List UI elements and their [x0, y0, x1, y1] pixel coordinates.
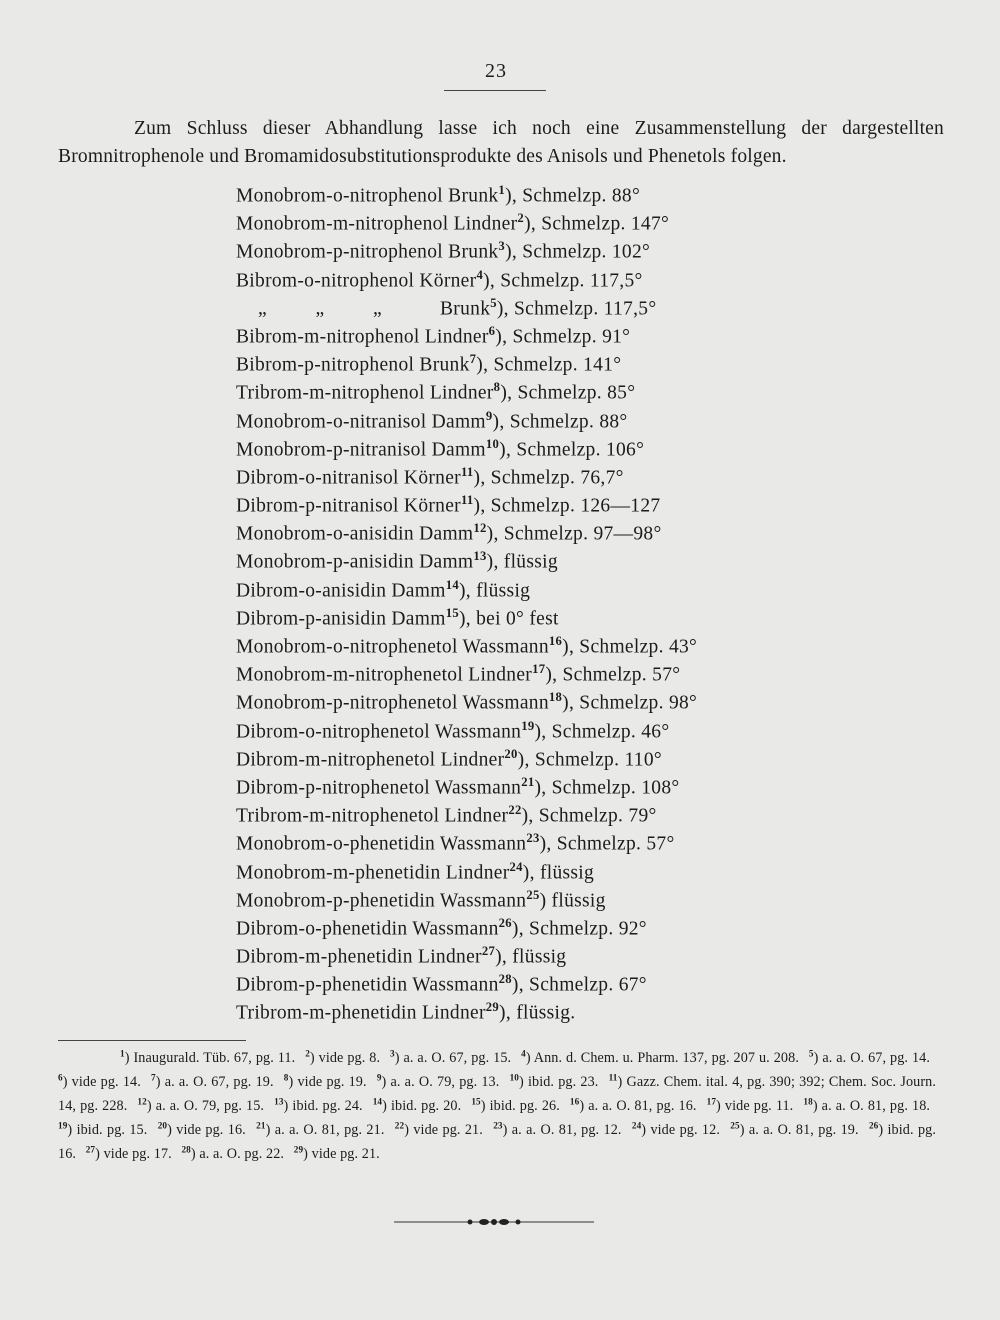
footnote-number: 1 — [120, 1048, 125, 1058]
compound-entry — [236, 402, 796, 430]
footnote-text: ) vide pg. 21. — [303, 1145, 380, 1162]
compound-entry — [236, 458, 796, 489]
compound-entry — [236, 993, 796, 1024]
footnote-number: 16 — [569, 1096, 580, 1107]
compound-name: Monobrom-p-nitrophenetol Wassmann — [236, 692, 549, 714]
footnote — [274, 1098, 363, 1114]
footnote-number: 2 — [305, 1048, 310, 1058]
footnote — [730, 1122, 858, 1138]
compound-name: Dibrom-p-phenetidin Wassmann — [236, 974, 499, 996]
compound-name: Dibrom-o-nitrophenetol Wassmann — [236, 721, 522, 743]
compound-entry — [236, 599, 796, 630]
footnote-number: 22 — [394, 1120, 405, 1131]
footnote-number: 18 — [803, 1096, 813, 1107]
compound-entry — [236, 712, 796, 743]
compound-name: Tribrom-m-nitrophenol Lindner — [236, 382, 494, 404]
footnote-number: 14 — [372, 1096, 383, 1107]
footnote-rule — [58, 1040, 246, 1041]
compound-entry — [236, 317, 796, 348]
footnote — [294, 1146, 380, 1162]
compound-name: Monobrom-m-nitrophenol Lindner — [236, 213, 518, 235]
footnote-number: 29 — [293, 1144, 304, 1155]
footnote — [137, 1098, 264, 1114]
footnote-text: ) a. a. O. 81, pg. 21. — [265, 1121, 385, 1138]
footnote-ref: 11 — [460, 493, 474, 508]
footnote-ref: 2 — [517, 211, 525, 226]
compound-entry — [236, 204, 796, 235]
compound-name: Monobrom-o-phenetidin Wassmann — [236, 833, 527, 855]
compound-entry — [236, 345, 796, 376]
footnote-text: ) a. a. O. 81, pg. 19. — [739, 1121, 859, 1138]
footnote-number: 3 — [390, 1048, 395, 1058]
compound-entry — [236, 740, 796, 771]
footnote-text: ) a. a. O. 81, pg. 12. — [502, 1121, 622, 1138]
compound-property: ), flüssig — [458, 580, 531, 602]
footnote-number: 10 — [509, 1072, 519, 1083]
footnote-ref: 7 — [469, 352, 477, 367]
compound-name: Bibrom-p-nitrophenol Brunk — [236, 354, 470, 376]
compound-name: Dibrom-o-phenetidin Wassmann — [236, 918, 499, 940]
compound-property: ), bei 0° fest — [458, 608, 559, 630]
intro-line-1: Zum Schluss dieser Abhandlung lasse ich noch eine Zusammenstellung der dargestellten — [134, 118, 944, 139]
compound-entry — [236, 965, 796, 996]
footnote — [707, 1098, 794, 1114]
footnote-ref: 17 — [532, 662, 546, 677]
compound-name: Monobrom-p-nitrophenol Brunk — [236, 241, 499, 263]
footnote — [284, 1074, 367, 1090]
compound-property: ), Schmelzp. 76,7° — [473, 467, 624, 489]
compound-entry — [236, 909, 796, 940]
compound-name: Monobrom-m-nitrophenetol Lindner — [236, 664, 533, 686]
footnote-text: ) a. a. O. 67, pg. 14. — [813, 1049, 931, 1066]
footnote — [510, 1074, 599, 1090]
footnote — [256, 1122, 384, 1138]
footnotes — [58, 1044, 936, 1164]
footnote-text: ) ibid. pg. 15. — [67, 1121, 148, 1138]
footnote-ref: 21 — [521, 774, 535, 789]
compound-property: ), flüssig. — [499, 1002, 576, 1024]
compound-property: ), Schmelzp. 106° — [499, 439, 645, 461]
compound-property: ), flüssig — [495, 946, 567, 968]
footnote-ref: 10 — [485, 436, 500, 451]
intro-line-2: Bromnitrophenole und Bromamidosubstitutionsprodukte des Anisols und Phenetols folgen. — [58, 146, 787, 167]
footnote-ref: 14 — [445, 577, 459, 592]
footnote — [120, 1050, 295, 1066]
compound-property: ), Schmelzp. 91° — [495, 326, 631, 348]
compound-entry — [236, 796, 796, 827]
compound-entry — [236, 768, 796, 799]
footnote — [521, 1050, 799, 1066]
footnote-number: 9 — [376, 1072, 382, 1083]
footnote — [181, 1146, 284, 1162]
footnote-number: 28 — [181, 1144, 191, 1155]
footnote-number: 13 — [274, 1096, 284, 1107]
compound-entry — [236, 289, 796, 320]
compound-name: Monobrom-p-nitranisol Damm — [236, 439, 486, 461]
compound-entry — [236, 514, 796, 545]
footnote-text: ) a. a. O. 67, pg. 15. — [394, 1049, 512, 1066]
footnote-ref: 12 — [473, 521, 487, 536]
compound-entry — [236, 430, 796, 461]
compound-entry — [236, 627, 796, 658]
footnote-text: ) a. a. O. 67, pg. 19. — [155, 1073, 274, 1090]
footnote-ref: 15 — [445, 605, 459, 620]
footnote-number: 7 — [151, 1072, 156, 1083]
footnote — [151, 1074, 274, 1090]
compound-entry — [236, 542, 796, 573]
footnote-number: 4 — [521, 1048, 526, 1058]
compound-property: ), Schmelzp. 98° — [562, 692, 698, 714]
compound-name: Monobrom-p-anisidin Damm — [236, 551, 474, 573]
footnote-text: ) ibid. pg. 24. — [283, 1097, 363, 1114]
compound-name: Brunk — [440, 298, 491, 320]
footnote-text: ) a. a. O. 81, pg. 16. — [579, 1097, 697, 1114]
compound-name: Dibrom-p-nitrophenetol Wassmann — [236, 777, 522, 799]
footnote-text: ) ibid. pg. 23. — [518, 1073, 599, 1090]
compound-property: ), Schmelzp. 88° — [505, 185, 641, 207]
footnote — [471, 1098, 560, 1114]
footnote — [58, 1122, 147, 1138]
footnote-ref: 25 — [526, 887, 540, 902]
footnote-ref: 9 — [485, 408, 493, 423]
compound-property: ), Schmelzp. 110° — [517, 749, 662, 771]
footnote-ref: 19 — [521, 718, 535, 733]
footnote-text: ) a. a. O. pg. 22. — [190, 1145, 285, 1162]
page-number: 23 — [485, 60, 507, 82]
footnote — [305, 1050, 380, 1066]
footnote-number: 20 — [157, 1120, 168, 1131]
footnote-ref: 1 — [498, 183, 506, 197]
compound-property: ), Schmelzp. 79° — [521, 805, 657, 827]
footnote-number: 26 — [868, 1120, 879, 1131]
footnote-number: 25 — [730, 1120, 740, 1131]
compound-property: ), flüssig — [486, 551, 558, 573]
footnote-ref: 27 — [481, 944, 496, 959]
compound-name: Dibrom-m-phenetidin Lindner — [236, 946, 482, 968]
compound-entry — [236, 373, 796, 404]
compound-list — [236, 176, 796, 1022]
compound-property: ), Schmelzp. 85° — [500, 382, 636, 404]
footnote-ref: 3 — [498, 239, 506, 254]
footnote — [809, 1050, 930, 1066]
compound-property: ), Schmelzp. 126—127 — [473, 495, 661, 517]
footnote-ref: 18 — [548, 690, 563, 705]
compound-name: Tribrom-m-nitrophenetol Lindner — [236, 805, 509, 827]
footnote-ref: 23 — [526, 831, 540, 846]
footnote — [58, 1074, 141, 1090]
footnote-number: 27 — [85, 1144, 96, 1155]
compound-name: Dibrom-p-anisidin Damm — [236, 608, 446, 630]
footnote-number: 17 — [706, 1096, 717, 1107]
footnote — [570, 1098, 697, 1114]
compound-property: ), Schmelzp. 117,5° — [483, 270, 643, 292]
compound-entry — [236, 232, 796, 263]
ornament-divider — [394, 1214, 594, 1230]
footnote-text: ) a. a. O. 81, pg. 18. — [812, 1097, 931, 1114]
compound-name: Monobrom-m-phenetidin Lindner — [236, 862, 510, 883]
footnote-text: ) vide pg. 11. — [716, 1097, 794, 1114]
compound-name: Dibrom-o-nitranisol Körner — [236, 467, 461, 489]
footnote — [632, 1122, 720, 1138]
footnote-ref: 5 — [490, 295, 497, 310]
compound-property: ), Schmelzp. 57° — [539, 833, 675, 855]
footnote-number: 24 — [631, 1120, 642, 1131]
footnote-number: 23 — [493, 1120, 503, 1131]
compound-name: Bibrom-o-nitrophenol Körner — [236, 270, 477, 292]
compound-entry — [236, 824, 796, 855]
compound-property: ), Schmelzp. 108° — [534, 777, 680, 799]
footnote-text: ) vide pg. 17. — [95, 1145, 172, 1162]
footnote-number: 6 — [58, 1072, 63, 1083]
compound-entry — [236, 261, 796, 292]
compound-property: ), Schmelzp. 88° — [492, 411, 628, 432]
footnote-text: ) vide pg. 12. — [641, 1121, 720, 1138]
compound-property: ), Schmelzp. 43° — [562, 636, 698, 658]
footnote-text: ) ibid. pg. 20. — [382, 1097, 462, 1114]
footnote — [493, 1122, 621, 1138]
footnote-text: ) ibid. pg. 26. — [480, 1097, 560, 1114]
footnote-ref: 13 — [473, 549, 487, 564]
compound-property: ), Schmelzp. 97—98° — [486, 523, 662, 545]
footnote-text: ) ibid. pg. 16. — [58, 1121, 936, 1162]
compound-name: Tribrom-m-phenetidin Lindner — [236, 1002, 486, 1024]
compound-name: Monobrom-p-phenetidin Wassmann — [236, 890, 527, 912]
compound-property: ), flüssig — [522, 862, 595, 883]
compound-property: ), Schmelzp. 92° — [511, 918, 647, 940]
compound-name: Dibrom-o-anisidin Damm — [236, 580, 446, 602]
compound-name: Monobrom-o-nitrophenol Brunk — [236, 185, 499, 207]
compound-name: Bibrom-m-nitrophenol Lindner — [236, 326, 489, 348]
footnote-ref: 11 — [460, 464, 474, 479]
footnote-text: ) vide pg. 16. — [167, 1121, 246, 1138]
footnote-ref: 20 — [504, 746, 518, 761]
compound-property: ), Schmelzp. 67° — [511, 974, 647, 996]
footnote-ref: 6 — [488, 323, 496, 338]
compound-entry — [236, 937, 796, 968]
footnote-text: ) Inaugurald. Tüb. 67, pg. 11. — [124, 1049, 296, 1066]
compound-property: ), Schmelzp. 141° — [476, 354, 622, 376]
compound-entry — [236, 853, 796, 881]
footnote-number: 21 — [256, 1120, 266, 1131]
footnote-number: 5 — [808, 1048, 814, 1058]
compound-entry — [236, 176, 796, 207]
footnote-text: ) a. a. O. 79, pg. 15. — [146, 1097, 265, 1114]
footnote-ref: 28 — [498, 972, 512, 987]
footnote — [803, 1098, 930, 1114]
compound-property: ), Schmelzp. 57° — [545, 664, 681, 686]
compound-entry — [236, 486, 796, 517]
footnote-text: ) vide pg. 14. — [62, 1073, 141, 1090]
compound-entry — [236, 655, 796, 686]
footnote-ref: 4 — [476, 267, 484, 282]
footnote-ref: 29 — [485, 1000, 500, 1015]
footnote-number: 12 — [137, 1096, 147, 1107]
compound-property: ), Schmelzp. 46° — [534, 721, 670, 743]
footnote — [390, 1050, 511, 1066]
footnote-ref: 16 — [548, 634, 563, 648]
footnote-text: ) Ann. d. Chem. u. Pharm. 137, pg. 207 u. 208. — [525, 1049, 799, 1066]
page-number-rule — [444, 90, 546, 91]
footnote-ref: 8 — [493, 380, 501, 395]
compound-name: Dibrom-p-nitranisol Körner — [236, 495, 461, 517]
compound-name: Dibrom-m-nitrophenetol Lindner — [236, 749, 505, 771]
footnote-ref: 26 — [498, 915, 512, 930]
intro-paragraph — [58, 115, 944, 171]
footnote — [377, 1074, 500, 1090]
compound-property: ) flüssig — [539, 890, 606, 912]
compound-entry — [236, 571, 796, 602]
footnote-number: 15 — [471, 1096, 481, 1107]
footnote — [373, 1098, 462, 1114]
compound-entry — [236, 881, 796, 912]
footnote-text: ) vide pg. 8. — [309, 1049, 381, 1066]
footnote-number: 19 — [58, 1120, 68, 1131]
footnote — [395, 1122, 483, 1138]
footnote-text: ) vide pg. 21. — [404, 1121, 483, 1138]
footnote-ref: 24 — [509, 859, 523, 874]
compound-property: ), Schmelzp. 102° — [505, 241, 651, 263]
compound-property: ), Schmelzp. 117,5° — [496, 298, 657, 320]
ditto-marks: „ „ „ — [258, 298, 404, 320]
compound-name: Monobrom-o-anisidin Damm — [236, 523, 474, 545]
footnote-text: ) a. a. O. 79, pg. 13. — [381, 1073, 500, 1090]
compound-name: Monobrom-o-nitrophenetol Wassmann — [236, 636, 549, 658]
footnote — [86, 1146, 172, 1162]
footnote-number: 8 — [283, 1072, 289, 1083]
compound-property: ), Schmelzp. 147° — [524, 213, 670, 235]
footnote-paragraph — [58, 1044, 936, 1164]
footnote — [158, 1122, 246, 1138]
footnote-text: ) vide pg. 19. — [288, 1073, 367, 1090]
footnote-text: ) Gazz. Chem. ital. 4, pg. 390; 392; Chem. Soc. Journ. 14, pg. 228. — [58, 1073, 937, 1114]
footnote-number: 11 — [608, 1072, 618, 1083]
footnote-ref: 22 — [508, 803, 522, 818]
compound-entry — [236, 683, 796, 714]
compound-name: Monobrom-o-nitranisol Damm — [236, 411, 486, 432]
